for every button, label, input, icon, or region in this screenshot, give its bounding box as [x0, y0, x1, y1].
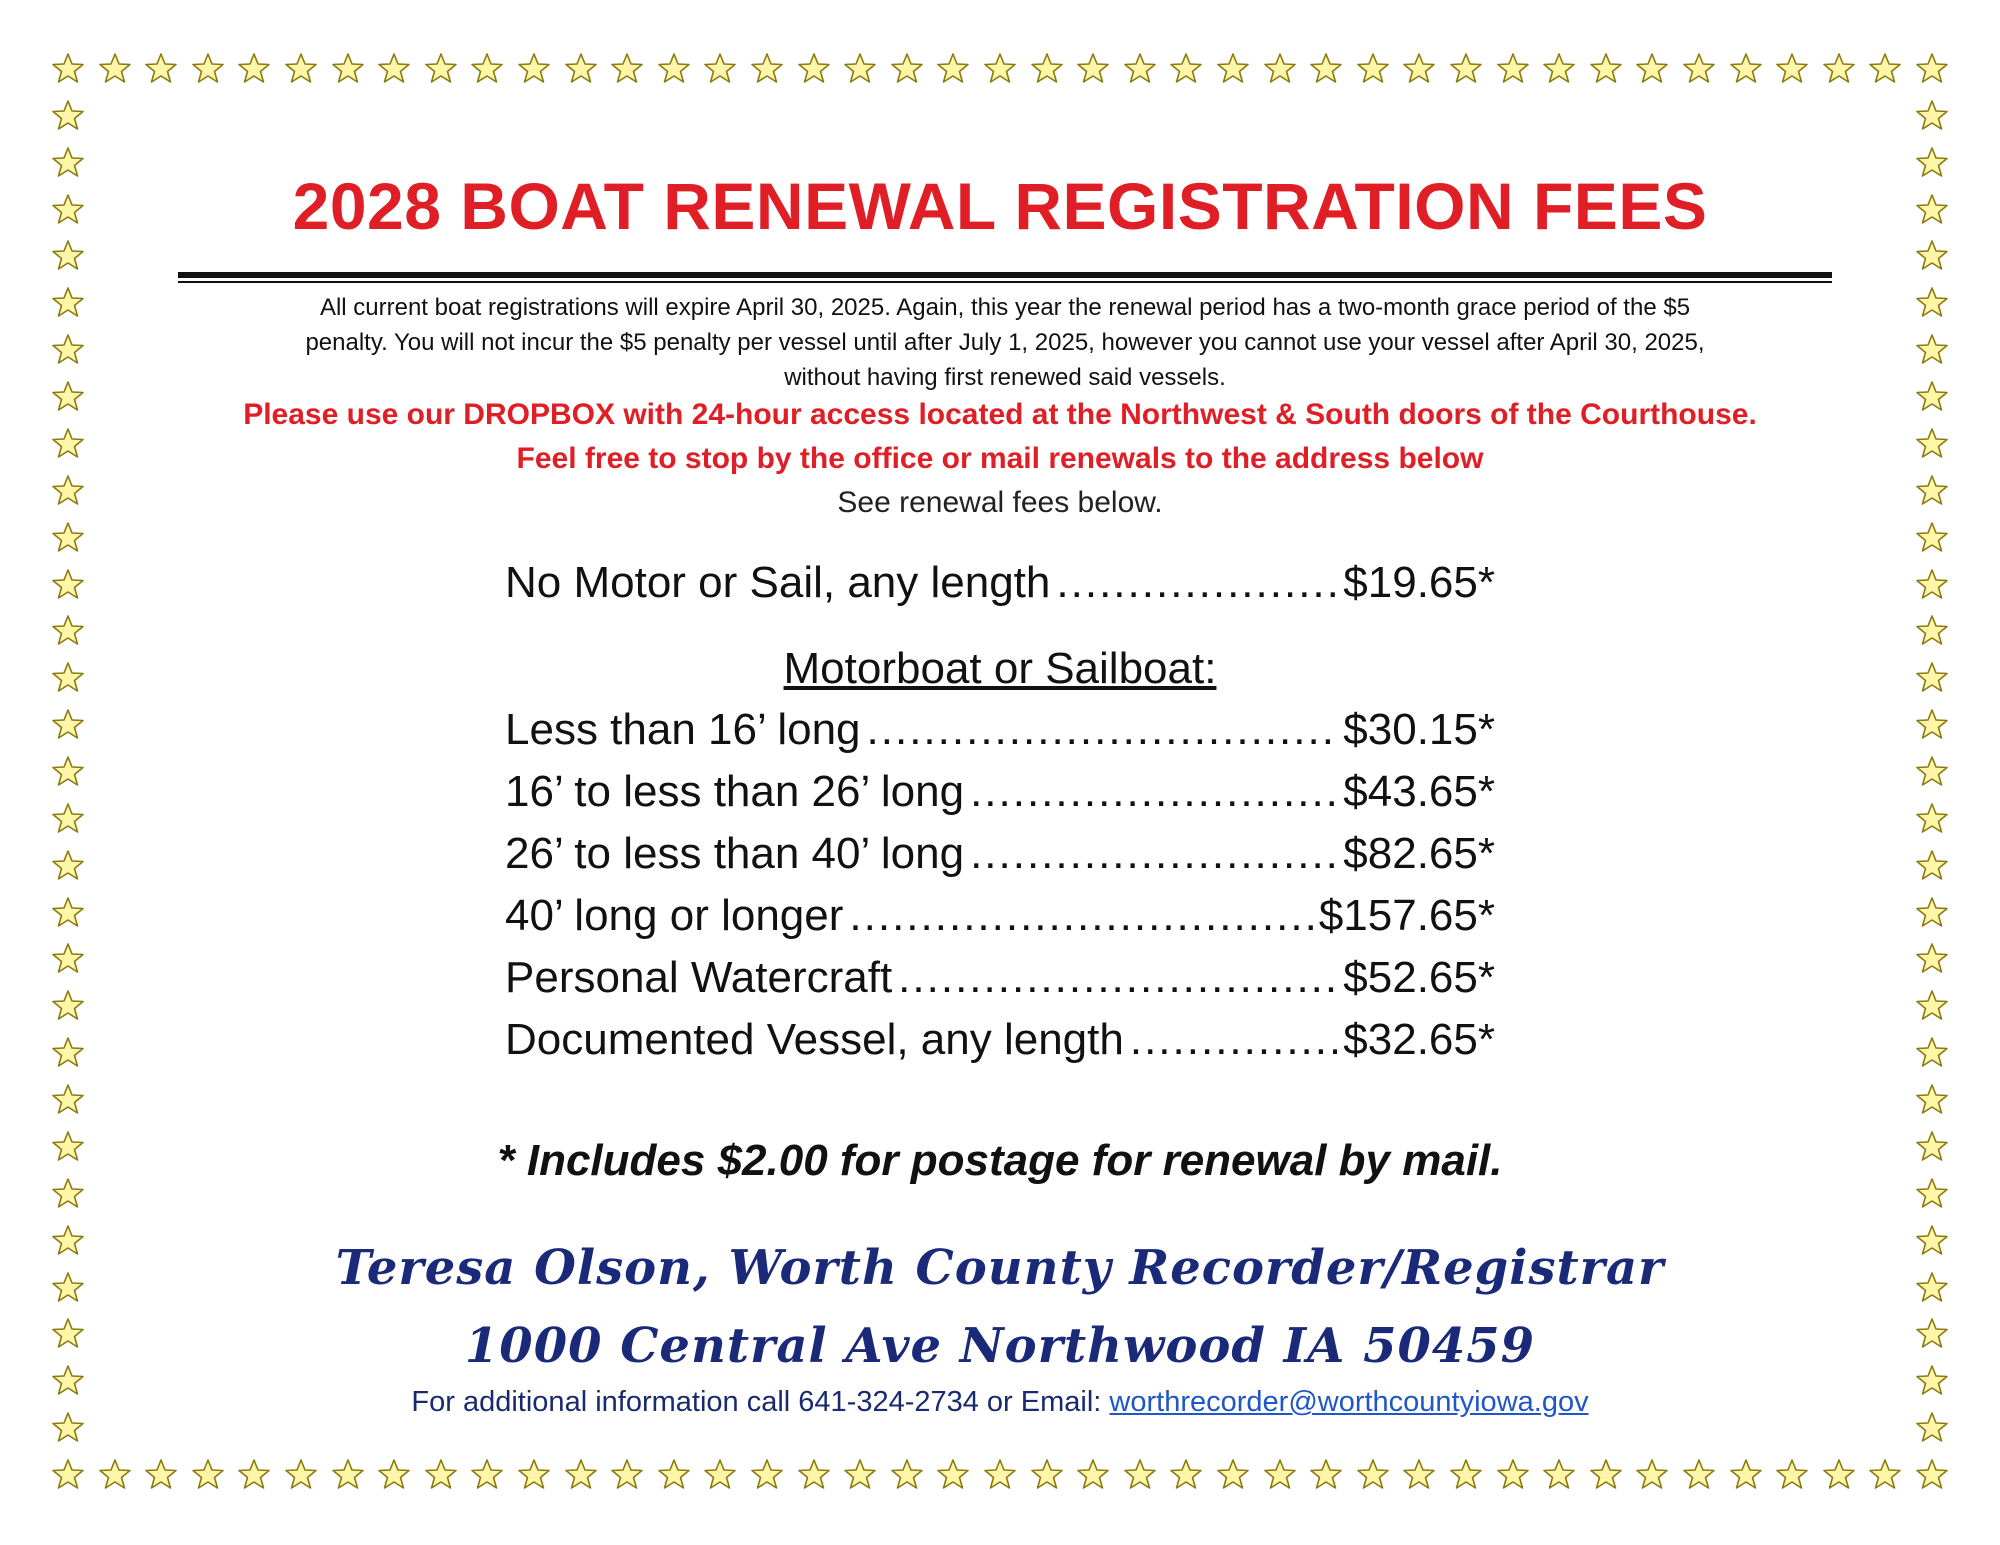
- border-star-icon: [1683, 52, 1715, 84]
- intro-paragraph: [200, 290, 1810, 395]
- intro-line: All current boat registrations will expire April 30, 2025. Again, this year the renewal period has a two-month grace period of the $5: [319, 294, 1691, 321]
- border-star-icon: [378, 52, 410, 84]
- border-star-icon: [1916, 286, 1948, 318]
- title-divider-thick: [178, 272, 1832, 278]
- border-star-icon: [984, 1458, 1016, 1490]
- border-star-icon: [238, 1458, 270, 1490]
- border-star-icon: [704, 52, 736, 84]
- border-star-icon: [1217, 1458, 1249, 1490]
- border-star-icon: [798, 1458, 830, 1490]
- border-star-icon: [1916, 896, 1948, 928]
- border-star-icon: [192, 52, 224, 84]
- border-star-icon: [1916, 989, 1948, 1021]
- dot-leader: [849, 891, 1312, 941]
- border-star-icon: [1636, 1458, 1668, 1490]
- border-star-icon: [192, 1458, 224, 1490]
- border-star-icon: [1450, 1458, 1482, 1490]
- border-star-icon: [52, 333, 84, 365]
- border-star-icon: [1916, 1458, 1948, 1490]
- fee-row: [505, 705, 1495, 761]
- dot-leader: [867, 705, 1338, 755]
- border-star-icon: [1869, 1458, 1901, 1490]
- dot-leader: [970, 767, 1337, 817]
- border-star-icon: [1403, 52, 1435, 84]
- border-star-icon: [1497, 1458, 1529, 1490]
- border-star-icon: [1170, 1458, 1202, 1490]
- border-star-icon: [332, 1458, 364, 1490]
- border-star-icon: [99, 1458, 131, 1490]
- border-star-icon: [891, 52, 923, 84]
- border-star-icon: [1450, 52, 1482, 84]
- recorder-signature: Teresa Olson, Worth County Recorder/Registrar: [335, 1240, 1665, 1296]
- border-star-icon: [1916, 755, 1948, 787]
- border-star-icon: [471, 1458, 503, 1490]
- border-star-icon: [1636, 52, 1668, 84]
- fee-label: 16’ to less than 26’ long: [505, 767, 965, 816]
- border-star-icon: [1077, 52, 1109, 84]
- border-star-icon: [1590, 1458, 1622, 1490]
- border-star-icon: [518, 52, 550, 84]
- border-star-icon: [984, 52, 1016, 84]
- border-star-icon: [425, 52, 457, 84]
- border-star-icon: [1916, 1036, 1948, 1068]
- border-star-icon: [1077, 1458, 1109, 1490]
- border-star-icon: [1916, 99, 1948, 131]
- border-star-icon: [285, 52, 317, 84]
- border-star-icon: [844, 52, 876, 84]
- border-star-icon: [1357, 1458, 1389, 1490]
- border-star-icon: [1264, 1458, 1296, 1490]
- border-star-icon: [145, 52, 177, 84]
- border-star-icon: [1730, 1458, 1762, 1490]
- border-star-icon: [52, 755, 84, 787]
- email-link[interactable]: worthrecorder@worthcountyiowa.gov: [1109, 1386, 1589, 1418]
- border-star-icon: [1823, 52, 1855, 84]
- border-star-icon: [565, 1458, 597, 1490]
- border-star-icon: [1916, 802, 1948, 834]
- border-star-icon: [52, 521, 84, 553]
- border-star-icon: [52, 52, 84, 84]
- border-star-icon: [1776, 52, 1808, 84]
- fee-label: 40’ long or longer: [505, 891, 844, 940]
- border-star-icon: [1916, 239, 1948, 271]
- contact-text: For additional information call 641-324-2734 or Email:: [411, 1386, 1102, 1418]
- border-star-icon: [1031, 52, 1063, 84]
- border-star-icon: [52, 239, 84, 271]
- border-star-icon: [1590, 52, 1622, 84]
- border-star-icon: [798, 52, 830, 84]
- dot-leader: [1130, 1015, 1337, 1065]
- fee-amount: $30.15*: [1343, 705, 1495, 754]
- border-star-icon: [1497, 52, 1529, 84]
- border-star-icon: [1031, 1458, 1063, 1490]
- border-star-icon: [891, 1458, 923, 1490]
- border-star-icon: [1916, 52, 1948, 84]
- border-star-icon: [751, 52, 783, 84]
- border-star-icon: [751, 1458, 783, 1490]
- page-title: 2028 BOAT RENEWAL REGISTRATION FEES: [292, 169, 1708, 243]
- office-notice: Feel free to stop by the office or mail renewals to the address below: [516, 442, 1484, 475]
- intro-line: without having first renewed said vessels.: [784, 364, 1226, 391]
- fee-label: Documented Vessel, any length: [505, 1015, 1124, 1064]
- border-star-icon: [1916, 708, 1948, 740]
- border-star-icon: [1869, 52, 1901, 84]
- border-star-icon: [52, 1083, 84, 1115]
- border-star-icon: [1916, 942, 1948, 974]
- fee-row: [505, 953, 1495, 1009]
- border-star-icon: [1543, 52, 1575, 84]
- border-star-icon: [52, 614, 84, 646]
- border-star-icon: [52, 942, 84, 974]
- border-star-icon: [52, 896, 84, 928]
- border-star-icon: [52, 989, 84, 1021]
- border-star-icon: [565, 52, 597, 84]
- intro-line: penalty. You will not incur the $5 penalty per vessel until after July 1, 2025, however you cannot use your vessel after April 30, 2025,: [305, 329, 1705, 356]
- border-star-icon: [1124, 52, 1156, 84]
- border-star-icon: [844, 1458, 876, 1490]
- border-star-icon: [1916, 568, 1948, 600]
- border-star-icon: [52, 1458, 84, 1490]
- border-star-icon: [1683, 1458, 1715, 1490]
- fee-amount: $43.65*: [1343, 767, 1495, 816]
- border-star-icon: [1823, 1458, 1855, 1490]
- title-divider-thin: [178, 281, 1832, 283]
- fee-label: 26’ to less than 40’ long: [505, 829, 965, 878]
- fee-row: [505, 767, 1495, 823]
- border-star-icon: [1916, 521, 1948, 553]
- dot-leader: [970, 829, 1337, 879]
- fee-row: [505, 891, 1495, 947]
- border-star-icon: [704, 1458, 736, 1490]
- border-star-icon: [145, 1458, 177, 1490]
- border-star-icon: [238, 52, 270, 84]
- border-star-icon: [1217, 52, 1249, 84]
- fee-label: Personal Watercraft: [505, 953, 893, 1002]
- motorboat-section-heading: Motorboat or Sailboat:: [783, 644, 1217, 693]
- border-star-icon: [99, 52, 131, 84]
- border-star-icon: [937, 52, 969, 84]
- border-star-icon: [285, 1458, 317, 1490]
- dropbox-notice: Please use our DROPBOX with 24-hour access located at the Northwest & South doors of the Courthouse.: [243, 398, 1757, 431]
- border-star-icon: [611, 52, 643, 84]
- border-star-icon: [1310, 52, 1342, 84]
- fee-row: [505, 829, 1495, 885]
- postage-footnote: * Includes $2.00 for postage for renewal by mail.: [497, 1136, 1503, 1185]
- fee-amount: $32.65*: [1343, 1015, 1495, 1064]
- border-star-icon: [52, 1036, 84, 1068]
- fee-label: No Motor or Sail, any length: [505, 558, 1051, 607]
- border-star-icon: [1776, 1458, 1808, 1490]
- border-star-icon: [1916, 1083, 1948, 1115]
- border-star-icon: [1543, 1458, 1575, 1490]
- fee-row: [505, 1015, 1495, 1071]
- border-star-icon: [378, 1458, 410, 1490]
- border-star-icon: [52, 286, 84, 318]
- fee-amount: $82.65*: [1343, 829, 1495, 878]
- fee-amount: $157.65*: [1318, 891, 1495, 940]
- office-address: 1000 Central Ave Northwood IA 50459: [464, 1318, 1536, 1374]
- border-star-icon: [1916, 849, 1948, 881]
- border-star-icon: [658, 52, 690, 84]
- border-star-icon: [52, 708, 84, 740]
- border-star-icon: [1916, 614, 1948, 646]
- border-star-icon: [937, 1458, 969, 1490]
- border-star-icon: [1730, 52, 1762, 84]
- border-star-icon: [1310, 1458, 1342, 1490]
- border-star-icon: [1403, 1458, 1435, 1490]
- border-star-icon: [52, 99, 84, 131]
- border-star-icon: [425, 1458, 457, 1490]
- border-star-icon: [471, 52, 503, 84]
- border-star-icon: [518, 1458, 550, 1490]
- border-star-icon: [332, 52, 364, 84]
- fee-amount: $52.65*: [1343, 953, 1495, 1002]
- border-star-icon: [1170, 52, 1202, 84]
- contact-line: [0, 1386, 2000, 1419]
- fee-amount: $19.65*: [1343, 558, 1495, 607]
- fee-row-no-motor: [505, 558, 1495, 614]
- border-star-icon: [1124, 1458, 1156, 1490]
- border-star-icon: [1916, 333, 1948, 365]
- border-star-icon: [611, 1458, 643, 1490]
- border-star-icon: [52, 849, 84, 881]
- border-star-icon: [658, 1458, 690, 1490]
- see-fees-note: See renewal fees below.: [837, 486, 1163, 519]
- border-star-icon: [52, 568, 84, 600]
- border-star-icon: [52, 802, 84, 834]
- border-star-icon: [1264, 52, 1296, 84]
- fee-label: Less than 16’ long: [505, 705, 861, 754]
- dot-leader: [898, 953, 1337, 1003]
- border-star-icon: [1357, 52, 1389, 84]
- dot-leader: [1056, 558, 1337, 608]
